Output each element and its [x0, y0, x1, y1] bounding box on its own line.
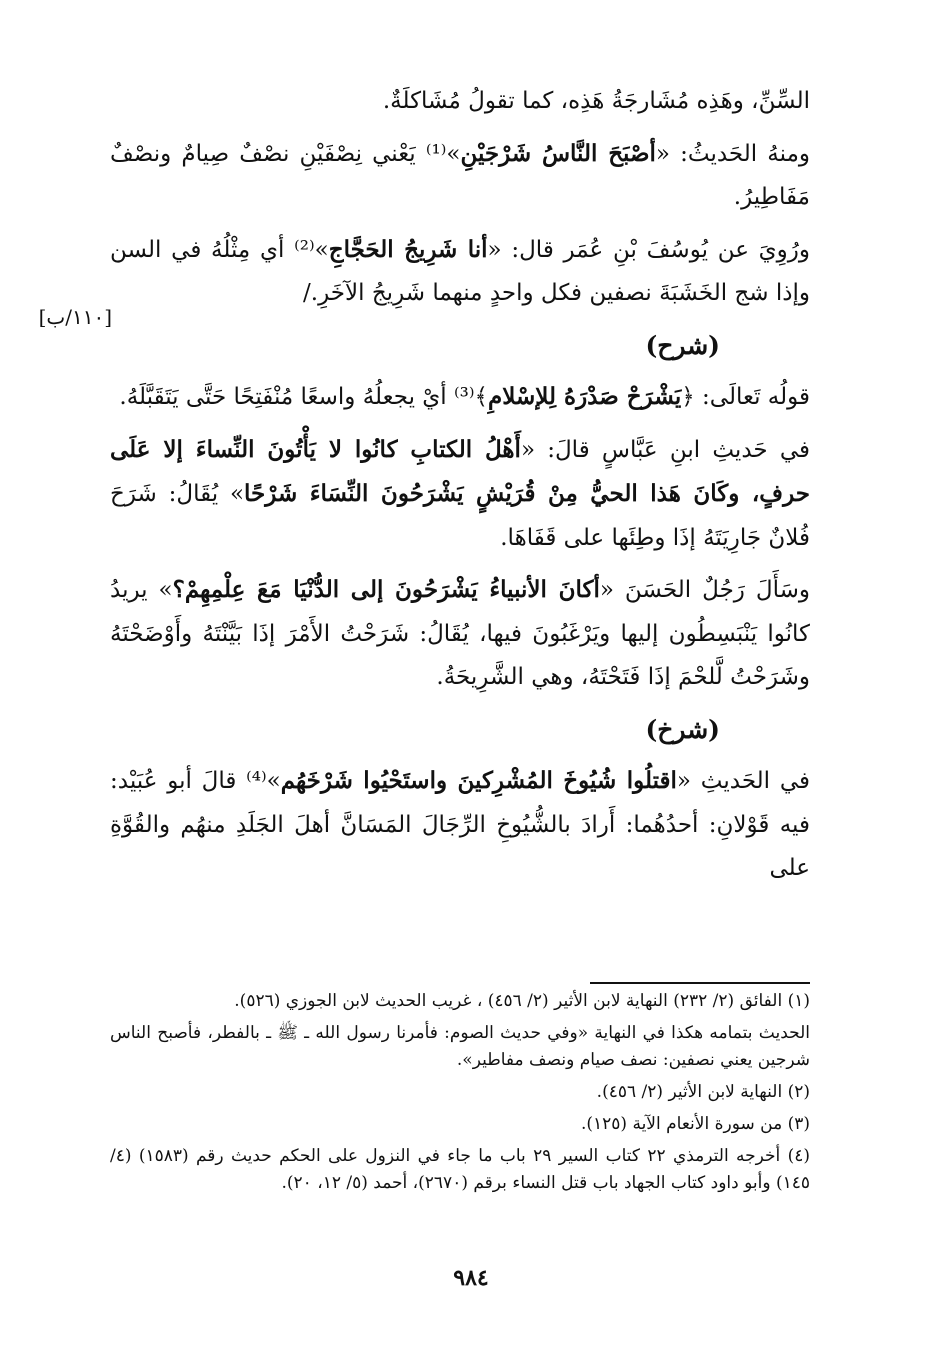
- text-segment: قولُه تَعالَى: ﴿: [681, 384, 810, 410]
- page-number: ٩٨٤: [453, 1265, 489, 1291]
- section-heading-sharh: (شرح): [645, 330, 720, 360]
- footnote-2: (٢) النهاية لابن الأثير (٢/ ٤٥٦).: [596, 1082, 810, 1102]
- paragraph-6: [110, 568, 810, 700]
- footnote-1-continuation: الحديث بتمامه هكذا في النهاية «وفي حديث الصوم: فأمرنا رسول الله ـ ﷺ ـ بالفطر، فأصبح الناس شرجين يعني نصفين: نصف صيام ونصف مفاطير».: [110, 1023, 810, 1070]
- text-segment: أيْ يجعلُهُ واسعًا مُنْفَتِحًا حَتَّى يَتَقَبَّلَهُ.: [119, 384, 447, 410]
- footnote-1: (١) الفائق (٢/ ٢٣٢) النهاية لابن الأثير (٢/ ٤٥٦) ، غريب الحديث لابن الجوزي (٥٢٦).: [234, 991, 810, 1011]
- paragraph-1: السِّنِّ، وهَذِه مُشَارجَةُ هَذِه، كما تقولُ مُشَاكلَةٌ.: [382, 88, 810, 114]
- text-segment: في الحَديثِ «: [676, 768, 810, 794]
- hadith-quote: أكانَ الأنبياءُ يَشْرَحُونَ إلى الدُّنْيَا مَعَ عِلْمِهِمْ؟: [172, 576, 600, 603]
- footnote-marker: »⁽⁴⁾: [236, 768, 281, 794]
- footnotes: [110, 988, 810, 1202]
- text-segment: قالَ أبو عُبَيْد: فيه قَوْلانِ: أحدُهُما: أَرادَ بالشُّيُوخِ الرِّجَالَ المَسَانَّ أهلَ الجَلَدِ منهُم والقُوَّةِ على: [110, 768, 810, 881]
- paragraph-7: [110, 759, 810, 891]
- footnote-marker: »⁽²⁾: [284, 236, 329, 263]
- paragraph-4: [110, 375, 810, 420]
- hadith-quote: أنا شَرِيجُ الحَجَّاجِ: [328, 235, 488, 263]
- main-text: [110, 80, 810, 899]
- text-segment: أي مِثْلُهُ في السن وإذا شج الخَشَبَةَ نصفين فكل واحدٍ منهما شَرِيجُ الآخَرِ./: [110, 236, 810, 306]
- footnote-marker: »⁽¹⁾: [415, 140, 461, 167]
- footnote-4: (٤) أخرجه الترمذي ٢٢ كتاب السير ٢٩ باب ما جاء في النزول على الحكم حديث رقم (١٥٨٣) (٤/ ١٤٥) وأبو داود كتاب الجهاد باب قتل النساء برقم (٢٦٧٠)، أحمد (٥/ ١٢، ٢٠).: [110, 1146, 811, 1193]
- quran-quote: يَشْرَحْ صَدْرَهُ لِلإسْلامِ: [488, 383, 682, 410]
- section-heading-sharkh: (شرخ): [645, 714, 720, 744]
- text-segment: وسَأَلَ رَجُلٌ الحَسَنَ «: [599, 577, 810, 603]
- text-segment: يَعْني نِصْفَيْنِ نصْفٌ صِيامٌ ونصْفٌ مَفَاطِيرُ.: [110, 140, 810, 210]
- paragraph-5: [110, 428, 810, 561]
- hadith-quote: أَهْلُ الكتابِ كانُوا لا يَأْتُونَ النِّساءَ إلا عَلَى حرفٍ، وكَانَ هَذا الحيُّ مِنْ قُرَيْشٍ يَشْرَحُونَ النِّسَاءَ شَرْحًا: [110, 435, 810, 507]
- paragraph-3: [110, 228, 810, 316]
- text-segment: » يريدُ كانُوا يَنْبَسِطُون إليها ويَرْغَبُونَ فيها، يُقَالُ: شَرَحْتُ الأَمْرَ إذَا بَيَّنْتَهُ وأَوْضَحْتَهُ وشَرَحْتُ لَّلحْمَ إذَا فَتَحْتَهُ، وهي الشَّرِيحَةُ.: [110, 577, 810, 690]
- paragraph-2: [110, 132, 810, 220]
- margin-folio-reference: [١١٠/ب]: [38, 305, 112, 329]
- text-segment: » يُقَالُ: شَرَحَ فُلانٌ جَارِيَتَهُ إذَا وطِئَها على قَفَاهَا.: [110, 481, 810, 551]
- footnote-marker: ﴾⁽³⁾: [446, 384, 489, 410]
- text-segment: ورُوِيَ عن يُوسُفَ بْنِ عُمَر قال: «: [487, 236, 810, 263]
- text-segment: في حَديثِ ابنِ عَبَّاسٍ قالَ: «: [520, 436, 810, 463]
- hadith-quote: أصْبَحَ النَّاسُ شَرْجَيْنِ: [460, 139, 656, 167]
- text-segment: ومنهُ الحَديثُ: «: [655, 140, 810, 167]
- hadith-quote: اقتلُوا شُيُوخَ المُشْرِكينَ واستَحْيُوا شَرْخَهُم: [280, 767, 677, 794]
- footnote-separator: [590, 982, 810, 984]
- footnote-3: (٣) من سورة الأنعام الآية (١٢٥).: [580, 1114, 810, 1134]
